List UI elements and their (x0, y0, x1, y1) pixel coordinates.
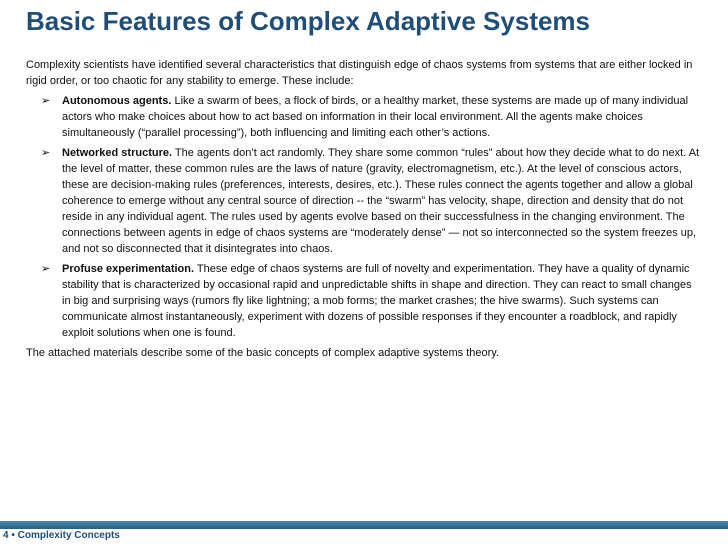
feature-item-profuse-experimentation (26, 261, 702, 341)
feature-text: These edge of chaos systems are full of novelty and experimentation. They have a quality of dynamic stability that is characterized by occasional rapid and unpredictable shifts in shape and direction. They can react to small changes in big and surprising ways (rumors fly like lightning; a mob forms; the market crashes; the hive swarms). Such systems can communicate almost instantaneously, experiment with dozens of possible responses if they encounter a roadblock, and rapidly exploit solutions when one is found. (62, 263, 692, 339)
slide-title: Basic Features of Complex Adaptive Systems (26, 6, 591, 36)
feature-item-autonomous-agents (26, 93, 702, 141)
feature-item-networked-structure (26, 145, 702, 257)
slide-content (26, 57, 702, 361)
feature-heading: Autonomous agents. (62, 95, 172, 107)
footer-label: 4 • Complexity Concepts (3, 530, 120, 541)
feature-heading: Networked structure. (62, 147, 173, 159)
feature-text: The agents don’t act randomly. They share some common “rules” about how they decide what to do next. At the level of matter, these common rules are the laws of nature (gravity, electromagnetism, etc.). At the level of conscious actors, these are decision-making rules (preferences, interests, desires, etc.). These rules connect the agents together and allow a global coherence to emerge without any central source of direction -- the “swarm” has velocity, shape, direction and density that do not reside in any individual agent. The rules used by agents evolve based on their successfulness in the changing environment. The connections between agents in edge of chaos systems are “moderately dense” — not so interconnected so the system freezes up, and not so disconnected that it disintegrates into chaos. (62, 147, 700, 255)
feature-heading: Profuse experimentation. (62, 263, 195, 275)
intro-paragraph: Complexity scientists have identified several characteristics that distinguish edge of chaos systems from systems that are either locked in rigid order, or too chaotic for any stability to emerge. These include: (26, 59, 693, 87)
arrow-bullet-icon: ➢ (41, 95, 51, 107)
closing-paragraph: The attached materials describe some of the basic concepts of complex adaptive systems theory. (26, 347, 500, 359)
feature-list (26, 93, 702, 341)
footer-bar (0, 521, 728, 529)
feature-text: Like a swarm of bees, a flock of birds, or a healthy market, these systems are made up of many individual actors who make choices about how to act based on information in their local environment. All the agents make choices simultaneously (“parallel processing”), both influencing and limiting each other’s actions. (62, 95, 689, 139)
arrow-bullet-icon: ➢ (41, 147, 51, 159)
arrow-bullet-icon: ➢ (41, 263, 51, 275)
